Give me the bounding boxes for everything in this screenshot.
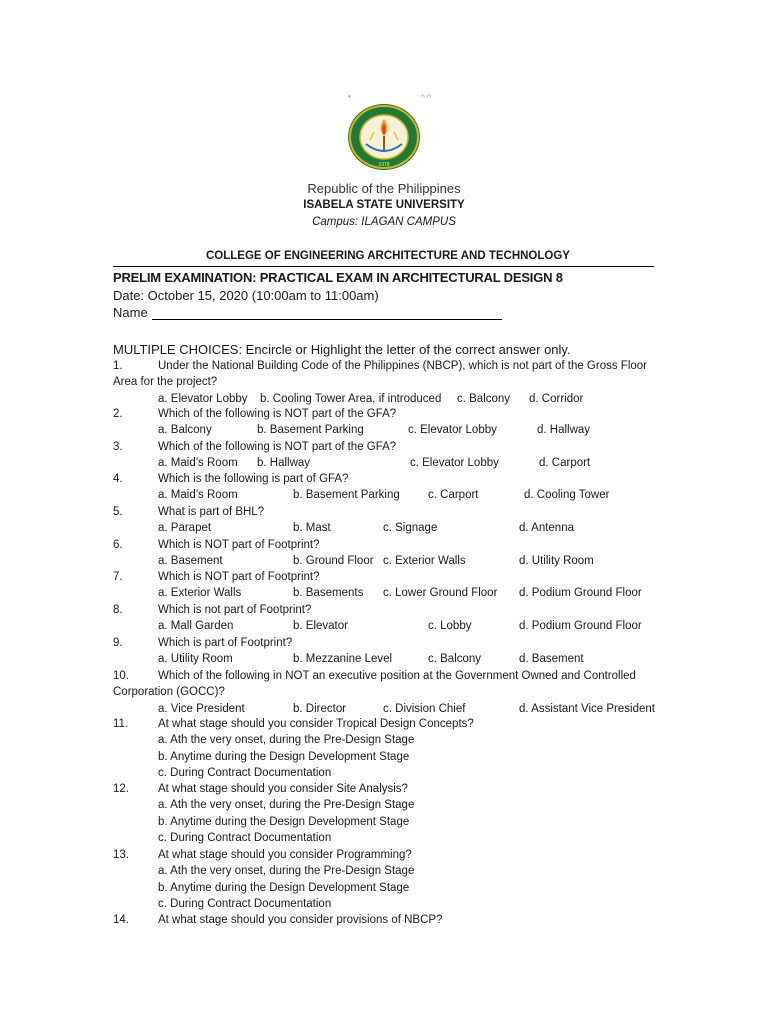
answer-option[interactable]: a. Exterior Walls (158, 587, 242, 600)
answer-option[interactable]: c. Exterior Walls (383, 555, 466, 568)
answer-option[interactable]: d. Corridor (529, 392, 584, 405)
answer-option[interactable]: d. Assistant Vice President (519, 702, 655, 715)
answer-option[interactable]: b. Basements (293, 587, 364, 600)
question-text: Which is not part of Footprint? (158, 604, 312, 616)
answer-option[interactable]: a. Ath the very onset, during the Pre-Design Stage (158, 799, 415, 812)
answer-option[interactable]: a. Parapet (158, 522, 212, 535)
question-number: 5. (113, 506, 123, 518)
answer-option[interactable]: a. Balcony (158, 424, 212, 437)
seal-year: 1978 (378, 162, 390, 168)
answer-option[interactable]: d. Podium Ground Floor (519, 587, 642, 600)
answer-option[interactable]: d. Cooling Tower (524, 489, 610, 502)
exam-title: PRELIM EXAMINATION: PRACTICAL EXAM IN ARCHITECTURAL DESIGN 8 (113, 270, 563, 285)
answer-option[interactable]: c. Lower Ground Floor (383, 587, 498, 600)
answer-option[interactable]: c. Balcony (457, 392, 511, 405)
section-instructions: MULTIPLE CHOICES: Encircle or Highlight the letter of the correct answer only. (113, 342, 571, 357)
question-number: 7. (113, 571, 123, 583)
answer-option[interactable]: b. Anytime during the Design Development Stage (158, 881, 410, 894)
question-text: Which of the following is NOT part of the GFA? (158, 408, 397, 420)
question-text: Which is the following is part of GFA? (158, 473, 349, 485)
answer-option[interactable]: b. Basement Parking (293, 489, 400, 502)
answer-option[interactable]: d. Antenna (519, 522, 574, 535)
answer-option[interactable]: d. Podium Ground Floor (519, 620, 642, 633)
university-name: ISABELA STATE UNIVERSITY (303, 199, 465, 211)
question-text: At what stage should you consider provisions of NBCP? (158, 914, 443, 926)
question-text: Which of the following in NOT an executive position at the Government Owned and Controlled (158, 670, 636, 682)
question-text: What is part of BHL? (158, 506, 265, 518)
name-blank-line[interactable] (152, 306, 502, 320)
answer-option[interactable]: b. Mezzanine Level (293, 653, 393, 666)
answer-option[interactable]: b. Anytime during the Design Development Stage (158, 750, 410, 763)
question-number: 13. (113, 849, 129, 861)
header-divider (113, 266, 654, 267)
answer-option[interactable]: c. Balcony (428, 653, 482, 666)
question-number: 14. (113, 914, 129, 926)
question-text: At what stage should you consider Site Analysis? (158, 783, 408, 795)
question-number: 10. (113, 670, 129, 682)
answer-option[interactable]: b. Director (293, 702, 347, 715)
college-name: COLLEGE OF ENGINEERING ARCHITECTURE AND TECHNOLOGY (206, 250, 570, 262)
answer-option[interactable]: d. Utility Room (519, 555, 594, 568)
answer-option[interactable]: b. Basement Parking (257, 424, 364, 437)
answer-option[interactable]: c. During Contract Documentation (158, 897, 332, 910)
answer-option[interactable]: a. Elevator Lobby (158, 392, 248, 405)
answer-option[interactable]: c. Carport (428, 489, 479, 502)
answer-option[interactable]: a. Ath the very onset, during the Pre-Design Stage (158, 734, 415, 747)
answer-option[interactable]: b. Anytime during the Design Development Stage (158, 815, 410, 828)
question-text: Which is NOT part of Footprint? (158, 539, 320, 551)
question-text: Under the National Building Code of the Philippines (NBCP), which is not part of the Gross Floor (158, 360, 647, 372)
answer-option[interactable]: a. Basement (158, 555, 223, 568)
answer-option[interactable]: c. Signage (383, 522, 438, 535)
answer-option[interactable]: c. Division Chief (383, 702, 466, 715)
republic-heading: Republic of the Philippines (307, 181, 461, 196)
question-number: 3. (113, 441, 123, 453)
answer-option[interactable]: a. Mall Garden (158, 620, 234, 633)
answer-option[interactable]: c. During Contract Documentation (158, 831, 332, 844)
answer-option[interactable]: d. Hallway (537, 424, 591, 437)
answer-option[interactable]: c. Lobby (428, 620, 472, 633)
answer-option[interactable]: a. Utility Room (158, 653, 233, 666)
answer-option[interactable]: a. Vice President (158, 702, 245, 715)
answer-option[interactable]: c. Elevator Lobby (408, 424, 497, 437)
name-label: Name (113, 305, 148, 320)
question-number: 11. (113, 718, 129, 730)
answer-option[interactable]: d. Carport (539, 457, 591, 470)
seal-dots: • ᴖᴖ (348, 92, 434, 101)
answer-option[interactable]: a. Maid’s Room (158, 489, 238, 502)
answer-option[interactable]: b. Mast (293, 522, 331, 535)
answer-option[interactable]: a. Maid’s Room (158, 457, 238, 470)
question-text: Which of the following is NOT part of the GFA? (158, 441, 397, 453)
question-number: 1. (113, 360, 123, 372)
question-number: 4. (113, 473, 123, 485)
question-number: 8. (113, 604, 123, 616)
answer-option[interactable]: c. During Contract Documentation (158, 766, 332, 779)
answer-option[interactable]: a. Ath the very onset, during the Pre-Design Stage (158, 865, 415, 878)
question-text-continued: Corporation (GOCC)? (113, 686, 225, 699)
exam-date: Date: October 15, 2020 (10:00am to 11:00am) (113, 288, 379, 303)
answer-option[interactable]: b. Ground Floor (293, 555, 374, 568)
answer-option[interactable]: d. Basement (519, 653, 584, 666)
answer-option[interactable]: c. Elevator Lobby (410, 457, 499, 470)
name-field[interactable] (113, 305, 502, 320)
question-text: Which is NOT part of Footprint? (158, 571, 320, 583)
question-number: 9. (113, 637, 123, 649)
question-text: Which is part of Footprint? (158, 637, 293, 649)
answer-option[interactable]: b. Hallway (257, 457, 311, 470)
question-text: At what stage should you consider Tropical Design Concepts? (158, 718, 474, 730)
question-number: 2. (113, 408, 123, 420)
question-number: 6. (113, 539, 123, 551)
question-text: At what stage should you consider Programming? (158, 849, 412, 861)
answer-option[interactable]: b. Elevator (293, 620, 348, 633)
question-number: 12. (113, 783, 129, 795)
university-seal-logo (344, 102, 424, 172)
campus-name: Campus: ILAGAN CAMPUS (312, 216, 456, 228)
answer-option[interactable]: b. Cooling Tower Area, if introduced (260, 392, 442, 405)
question-text-continued: Area for the project? (113, 376, 218, 389)
